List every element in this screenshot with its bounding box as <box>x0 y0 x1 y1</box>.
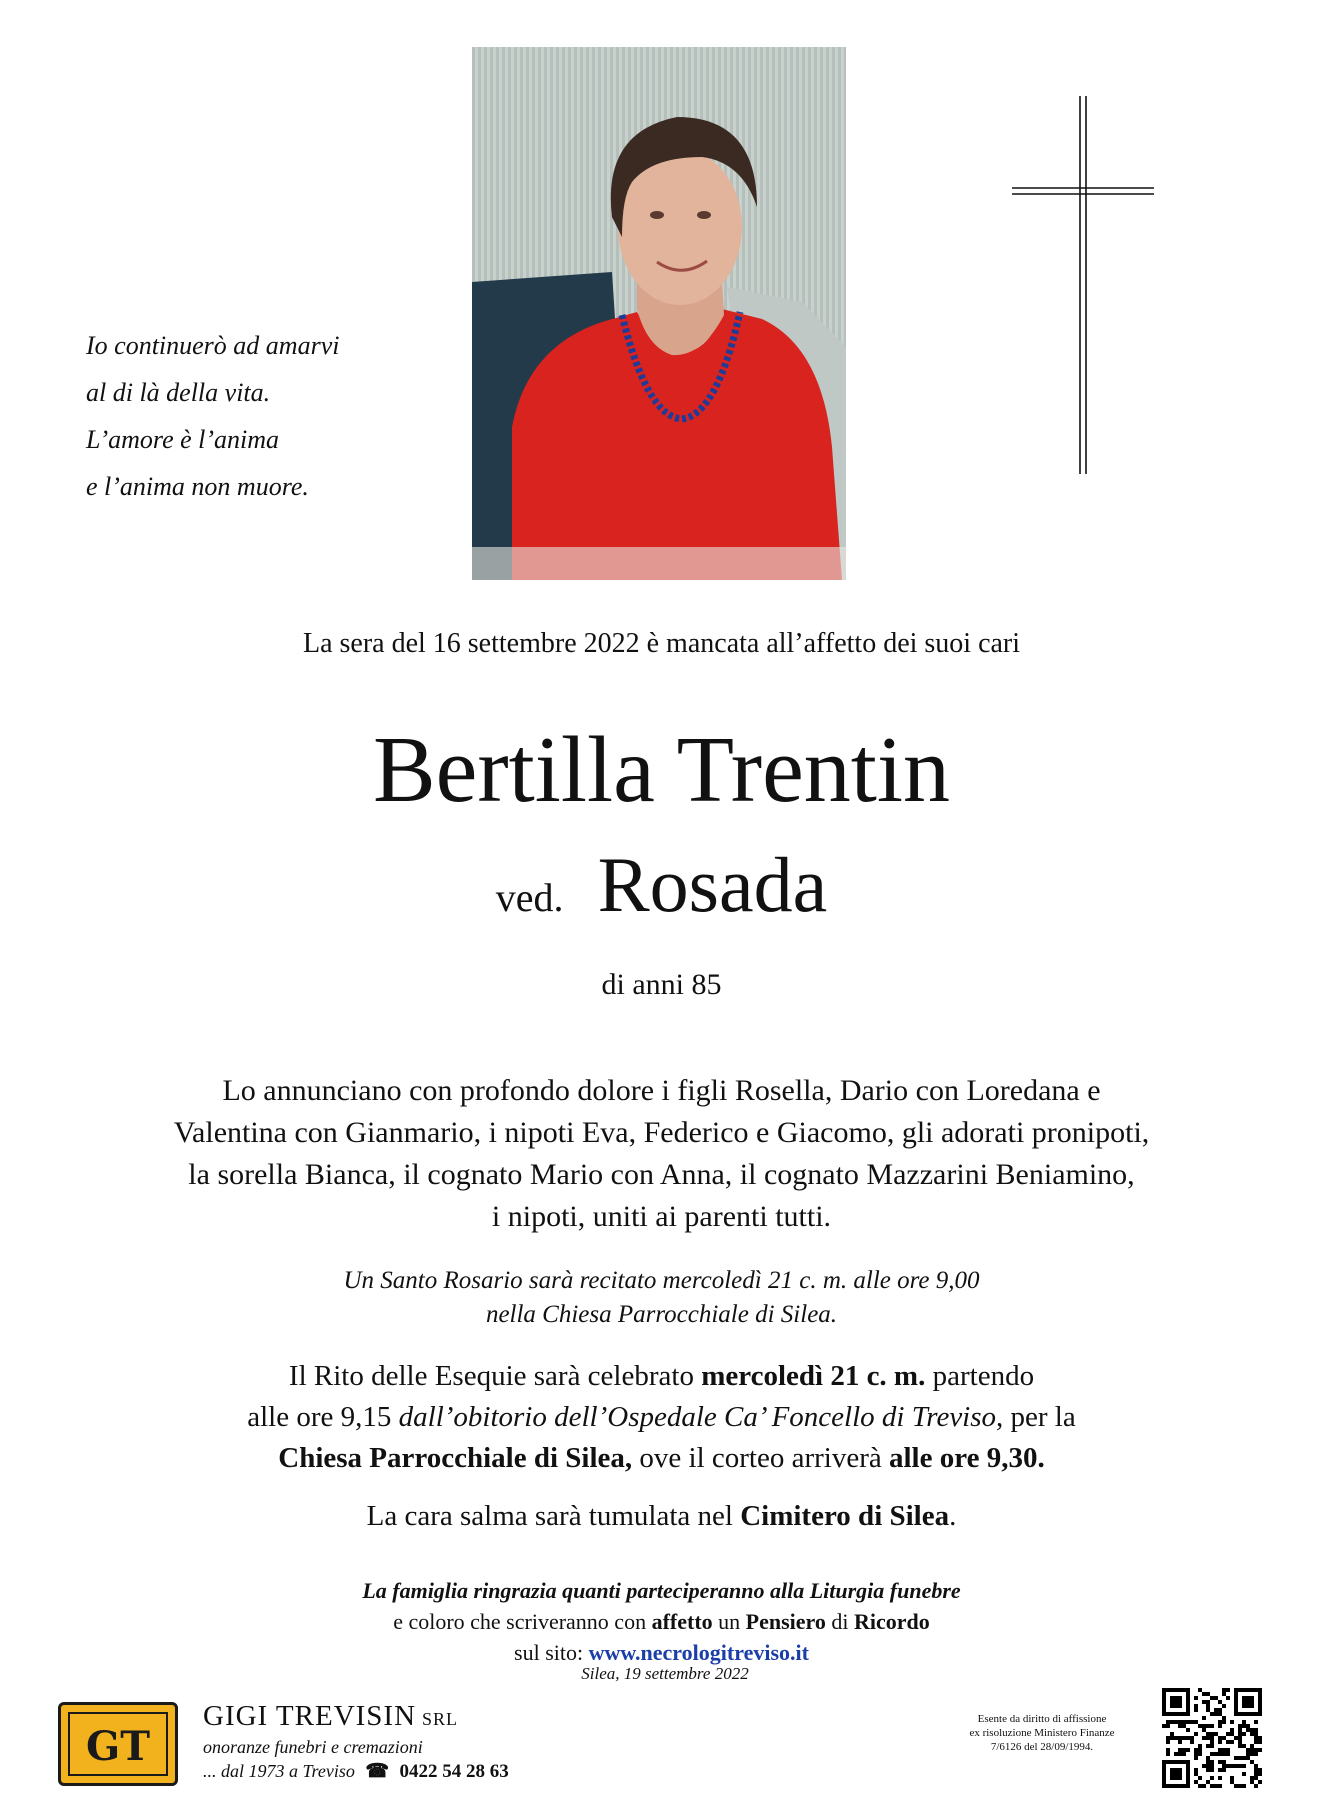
announcement-line: la sorella Bianca, il cognato Mario con Anna, il cognato Mazzarini Beniamino, <box>188 1158 1135 1191</box>
company-since: ... dal 1973 a Treviso <box>203 1761 355 1781</box>
company-tagline: onoranze funebri e cremazioni <box>203 1737 423 1757</box>
quote-line: L’amore è l’anima <box>86 425 280 454</box>
thanks-text: sul sito: <box>514 1640 589 1665</box>
rite-arrival-time: alle ore 9,30. <box>889 1442 1045 1474</box>
funeral-rite-notice <box>0 1356 1323 1479</box>
rite-text: Il Rito delle Esequie sarà celebrato <box>288 1360 702 1392</box>
tax-note-line: ex risoluzione Ministero Finanze <box>969 1727 1115 1739</box>
tax-note-line: 7/6126 del 28/09/1994. <box>990 1741 1094 1753</box>
quote-line: al di là della vita. <box>86 378 271 407</box>
company-logo <box>58 1702 178 1786</box>
qr-code-icon <box>1162 1688 1262 1788</box>
deceased-age: di anni 85 <box>601 968 722 1001</box>
logo-text: GT <box>86 1723 150 1770</box>
quote-line: e l’anima non muore. <box>86 472 309 501</box>
logo-icon <box>61 1705 175 1783</box>
deceased-name: Bertilla Trentin <box>372 718 951 822</box>
burial-text: La cara salma sarà tumulata nel <box>366 1500 741 1532</box>
website-link[interactable]: www.necrologitreviso.it <box>588 1640 809 1665</box>
family-thanks <box>0 1575 1323 1668</box>
thanks-bold: affetto <box>651 1609 713 1634</box>
place-date: Silea, 19 settembre 2022 <box>581 1664 749 1683</box>
rosary-line: Un Santo Rosario sarà recitato mercoledì 21 c. m. alle ore 9,00 <box>343 1267 980 1294</box>
rite-text: partendo <box>925 1360 1035 1392</box>
burial-notice <box>0 1500 1323 1533</box>
widow-line <box>0 840 1323 943</box>
thanks-text: La famiglia ringrazia quanti parteciperanno alla Liturgia funebre <box>362 1578 961 1603</box>
thanks-bold: Pensiero <box>745 1609 826 1634</box>
widow-surname: Rosada <box>597 841 828 928</box>
rite-line <box>0 1397 1323 1438</box>
burial-text: . <box>949 1500 957 1532</box>
rite-line <box>0 1356 1323 1397</box>
rite-departure-place: dall’obitorio dell’Ospedale Ca’ Foncello di Treviso <box>398 1401 997 1433</box>
tax-note-line: Esente da diritto di affissione <box>977 1713 1107 1725</box>
memorial-quote <box>86 322 446 510</box>
thanks-line <box>0 1606 1323 1637</box>
company-contact <box>203 1760 509 1783</box>
rite-text: , per la <box>996 1401 1076 1433</box>
phone-icon: ☎ <box>365 1761 390 1782</box>
portrait-illustration <box>472 47 846 580</box>
company-info <box>203 1700 509 1783</box>
cross-icon <box>1004 96 1154 476</box>
company-name: GIGI TREVISIN <box>203 1700 417 1732</box>
burial-cemetery: Cimitero di Silea <box>740 1500 950 1532</box>
rosary-notice <box>0 1264 1323 1332</box>
thanks-text: di <box>825 1609 855 1634</box>
announcement-line: Lo annunciano con profondo dolore i figli Rosella, Dario con Loredana e <box>222 1074 1101 1107</box>
rite-text: alle ore 9,15 <box>247 1401 399 1433</box>
announcement-line: i nipoti, uniti ai parenti tutti. <box>491 1200 832 1233</box>
portrait-photo <box>472 47 846 580</box>
thanks-bold: Ricordo <box>854 1609 930 1634</box>
thanks-line <box>0 1575 1323 1606</box>
company-name-line <box>203 1700 509 1733</box>
death-announcement-intro: La sera del 16 settembre 2022 è mancata all’affetto dei suoi cari <box>302 628 1021 659</box>
company-suffix: SRL <box>422 1709 459 1729</box>
widow-prefix: ved. <box>495 875 564 920</box>
family-announcement <box>0 1070 1323 1238</box>
rosary-line: nella Chiesa Parrocchiale di Silea. <box>485 1301 838 1328</box>
quote-line: Io continuerò ad amarvi <box>86 331 340 360</box>
qr-code[interactable] <box>1162 1688 1262 1788</box>
rite-line <box>0 1438 1323 1479</box>
company-phone[interactable]: 0422 54 28 63 <box>399 1761 509 1782</box>
tax-exemption-note <box>937 1712 1147 1754</box>
rite-church: Chiesa Parrocchiale di Silea, <box>278 1442 633 1474</box>
thanks-text: un <box>712 1609 746 1634</box>
rite-date: mercoledì 21 c. m. <box>701 1360 926 1392</box>
thanks-text: e coloro che scriveranno con <box>393 1609 652 1634</box>
rite-text: ove il corteo arriverà <box>632 1442 889 1474</box>
announcement-line: Valentina con Gianmario, i nipoti Eva, Federico e Giacomo, gli adorati pronipoti, <box>173 1116 1150 1149</box>
